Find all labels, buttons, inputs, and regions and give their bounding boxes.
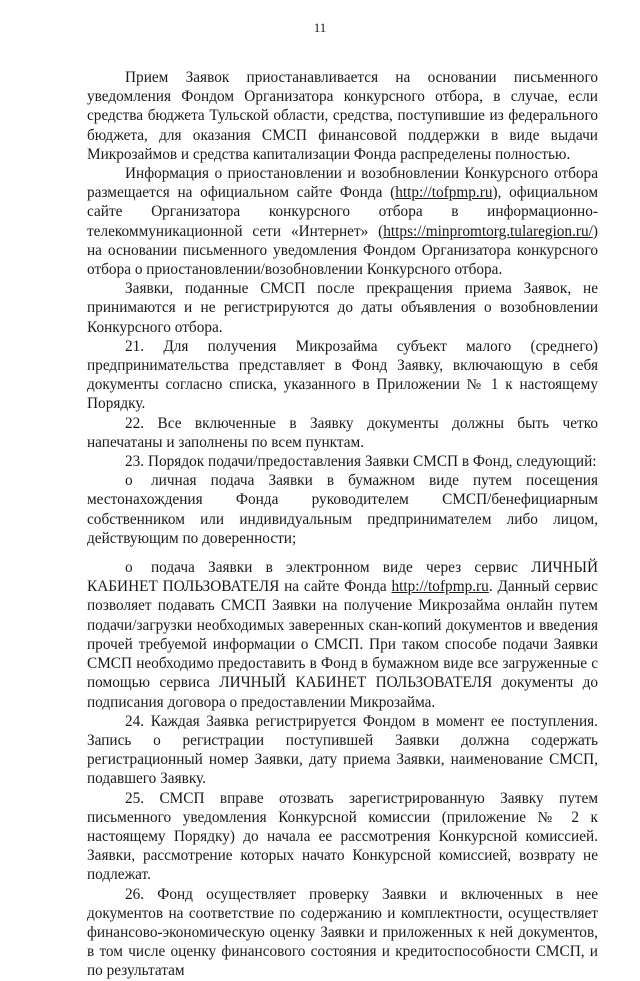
paragraph-21: 21. Для получения Микрозайма субъект малого (среднего) предпринимательства представляет в Фонд Заявку, включающую в себя документы согласно списка, указанного в Приложении № 1 к настоящему Порядку. xyxy=(87,337,598,413)
bullet-personal-submission xyxy=(87,471,598,548)
bullet-text: подача Заявки в электронном виде через сервис ЛИЧНЫЙ КАБИНЕТ ПОЛЬЗОВАТЕЛЯ на сайте Фонда xyxy=(87,559,598,596)
document-body xyxy=(87,68,598,981)
fund-website-link[interactable]: http://tofpmp.ru xyxy=(391,578,489,596)
bullet-marker: o xyxy=(125,472,133,490)
text-segment: ), официальном сайте Организатора конкурсного отбора в информационно-телекоммуникационной сети «Интернет» ( xyxy=(87,184,598,240)
bullet-text: . Данный сервис позволяет подавать СМСП Заявки на получение Микрозайма онлайн путем подачи/загрузки необходимых заверенных скан-копий документов и введения прочей требуемой информации о СМСП. При таком способе подачи Заявки СМСП необходимо предоставить в Фонд в бумажном виде все загруженные с помощью сервиса ЛИЧНЫЙ КАБИНЕТ ПОЛЬЗОВАТЕЛЯ документы до подписания договора о предоставлении Микрозайма. xyxy=(87,578,598,711)
text-segment: ) на основании письменного уведомления Фондом Организатора конкурсного отбора о приостановлении/возобновлении Конкурсного отбора. xyxy=(87,222,598,279)
organizer-website-link[interactable]: https://minpromtorg.tularegion.ru/ xyxy=(383,222,593,240)
paragraph-25: 25. СМСП вправе отозвать зарегистрированную Заявку путем письменного уведомления Конкурсной комиссии (приложение № 2 к настоящему Порядку) до начала ее рассмотрения Конкурсной комиссией. Заявки, рассмотрение которых начато Конкурсной комиссией, возврату не подлежат. xyxy=(87,789,598,884)
page-number: 11 xyxy=(313,20,327,35)
paragraph-26: 26. Фонд осуществляет проверку Заявки и включенных в нее документов на соответствие по содержанию и комплектности, осуществляет финансово-экономическую оценку Заявки и приложенных к ней документов, в том числе оценку финансового состояния и кредитоспособности СМСП, и по результатам xyxy=(87,885,598,980)
paragraph-late-applications: Заявки, поданные СМСП после прекращения приема Заявок, не принимаются и не регистрируются до даты объявления о возобновлении Конкурсного отбора. xyxy=(87,280,598,336)
paragraph-information xyxy=(87,164,598,279)
bullet-marker: o xyxy=(125,559,133,577)
text-segment: Информация о приостановлении и возобновлении Конкурсного отбора размещается на официальном сайте Фонда ( xyxy=(87,165,598,202)
paragraph-23: 23. Порядок подачи/предоставления Заявки СМСП в Фонд, следующий: xyxy=(125,453,597,471)
bullet-electronic-submission xyxy=(87,558,598,712)
paragraph-suspension: Прием Заявок приостанавливается на основании письменного уведомления Фондом Организатора конкурсного отбора, в случае, если средства бюджета Тульской области, средства, поступившие из федерального бюджета, для оказания СМСП финансовой поддержки в виде выдачи Микрозаймов и средства капитализации Фонда распределены полностью. xyxy=(87,69,598,163)
bullet-text: личная подача Заявки в бумажном виде путем посещения местонахождения Фонда руководителем СМСП/бенефициарным собственником или индивидуальным предпринимателем либо лицом, действующим по доверенности; xyxy=(87,472,598,547)
paragraph-24: 24. Каждая Заявка регистрируется Фондом в момент ее поступления. Запись о регистрации поступившей Заявки должна содержать регистрационный номер Заявки, дату приема Заявки, наименование СМСП, подавшего Заявку. xyxy=(87,712,598,788)
fund-website-link[interactable]: http://tofpmp.ru xyxy=(395,184,493,202)
paragraph-22: 22. Все включенные в Заявку документы должны быть четко напечатаны и заполнены по всем пунктам. xyxy=(87,414,598,451)
